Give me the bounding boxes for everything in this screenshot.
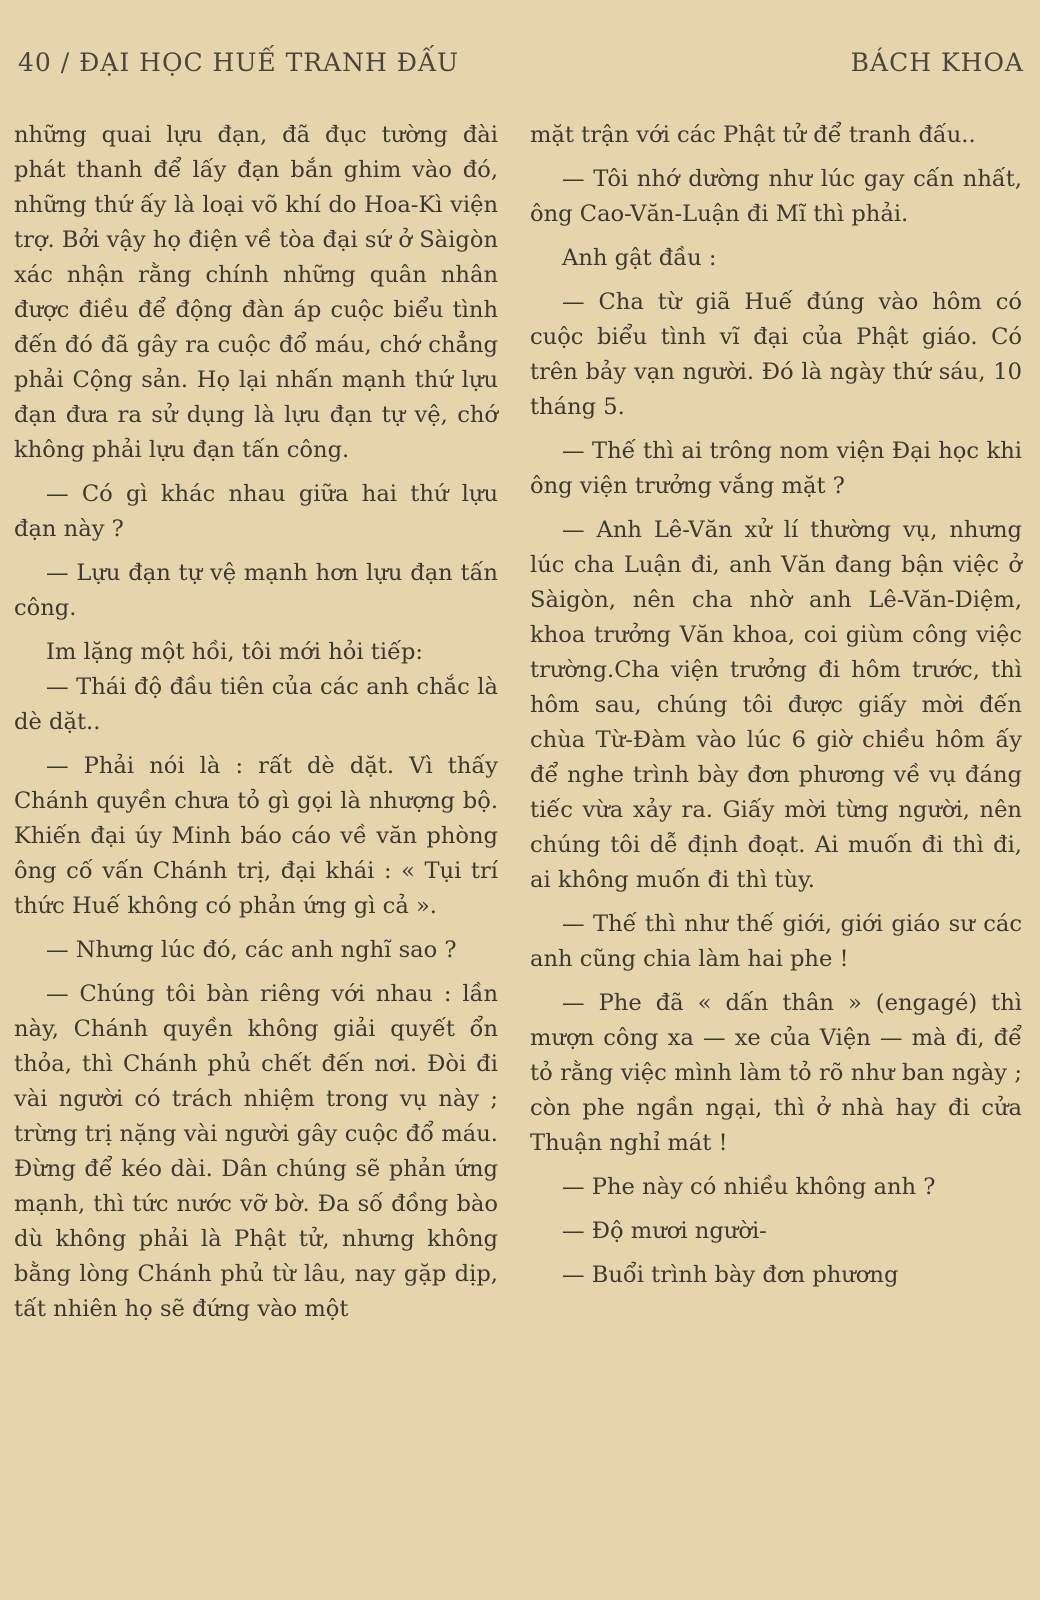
- header-page-title: 40 / ĐẠI HỌC HUẾ TRANH ĐẤU: [18, 48, 460, 77]
- paragraph: — Phe đã « dấn thân » (engagé) thì mượn công xa — xe của Viện — mà đi, để tỏ rằng việc mình làm tỏ rõ như ban ngày ; còn phe ngần ngại, thì ở nhà hay đi cửa Thuận nghỉ mát !: [530, 990, 1022, 1156]
- left-column: [14, 118, 498, 1336]
- paragraph: — Chúng tôi bàn riêng với nhau : lần này, Chánh quyền không giải quyết ổn thỏa, thì Chánh phủ chết đến nơi. Đòi đi vài người có trách nhiệm trong vụ này ; trừng trị nặng vài người gây cuộc đổ máu. Đừng để kéo dài. Dân chúng sẽ phản ứng mạnh, thì tức nước vỡ bờ. Đa số đồng bào dù không phải là Phật tử, nhưng không bằng lòng Chánh phủ từ lâu, nay gặp dịp, tất nhiên họ sẽ đứng vào một: [14, 981, 498, 1322]
- paragraph: mặt trận với các Phật tử để tranh đấu..: [530, 122, 976, 148]
- paragraph: — Phe này có nhiều không anh ?: [562, 1174, 936, 1200]
- paragraph: — Anh Lê-Văn xử lí thường vụ, nhưng lúc cha Luận đi, anh Văn đang bận việc ở Sàigòn, nên cha nhờ anh Lê-Văn-Diệm, khoa trưởng Văn khoa, coi giùm công việc trường.Cha viện trưởng đi hôm trước, thì hôm sau, chúng tôi được giấy mời đến chùa Từ-Đàm vào lúc 6 giờ chiều hôm ấy để nghe trình bày đơn phương về vụ đáng tiếc vừa xảy ra. Giấy mời từng người, nên chúng tôi dễ định đoạt. Ai muốn đi thì đi, ai không muốn đi thì tùy.: [530, 517, 1022, 893]
- paragraph: — Độ mươi người-: [562, 1218, 767, 1244]
- running-header: [18, 48, 1024, 77]
- paragraph: — Tôi nhớ dường như lúc gay cấn nhất, ông Cao-Văn-Luận đi Mĩ thì phải.: [530, 166, 1022, 227]
- paragraph: — Thế thì ai trông nom viện Đại học khi ông viện trưởng vắng mặt ?: [530, 438, 1022, 499]
- paragraph: Im lặng một hồi, tôi mới hỏi tiếp:: [46, 639, 424, 665]
- paragraph: — Phải nói là : rất dè dặt. Vì thấy Chánh quyền chưa tỏ gì gọi là nhượng bộ. Khiến đại úy Minh báo cáo về văn phòng ông cố vấn Chánh trị, đại khái : « Tụi trí thức Huế không có phản ứng gì cả ».: [14, 753, 498, 919]
- paragraph: — Lựu đạn tự vệ mạnh hơn lựu đạn tấn công.: [14, 560, 498, 621]
- paragraph: Anh gật đầu :: [562, 245, 717, 271]
- paragraph: — Thế thì như thế giới, giới giáo sư các anh cũng chia làm hai phe !: [530, 911, 1022, 972]
- header-journal-name: BÁCH KHOA: [850, 48, 1024, 77]
- paragraph: những quai lựu đạn, đã đục tường đài phát thanh để lấy đạn bắn ghim vào đó, những thứ ấy là loại võ khí do Hoa-Kì viện trợ. Bởi vậy họ điện về tòa đại sứ ở Sàigòn xác nhận rằng chính những quân nhân được điều để động đàn áp cuộc biểu tình đến đó đã gây ra cuộc đổ máu, chớ chẳng phải Cộng sản. Họ lại nhấn mạnh thứ lựu đạn đưa ra sử dụng là lựu đạn tự vệ, chớ không phải lựu đạn tấn công.: [14, 122, 498, 463]
- paragraph: — Cha từ giã Huế đúng vào hôm có cuộc biểu tình vĩ đại của Phật giáo. Có trên bảy vạn người. Đó là ngày thứ sáu, 10 tháng 5.: [530, 289, 1022, 420]
- paragraph: — Buổi trình bày đơn phương: [562, 1262, 899, 1288]
- paragraph: — Có gì khác nhau giữa hai thứ lựu đạn này ?: [14, 481, 498, 542]
- paragraph: — Thái độ đầu tiên của các anh chắc là dè dặt..: [14, 674, 498, 735]
- right-column: [530, 118, 1022, 1302]
- paragraph: — Nhưng lúc đó, các anh nghĩ sao ?: [46, 937, 457, 963]
